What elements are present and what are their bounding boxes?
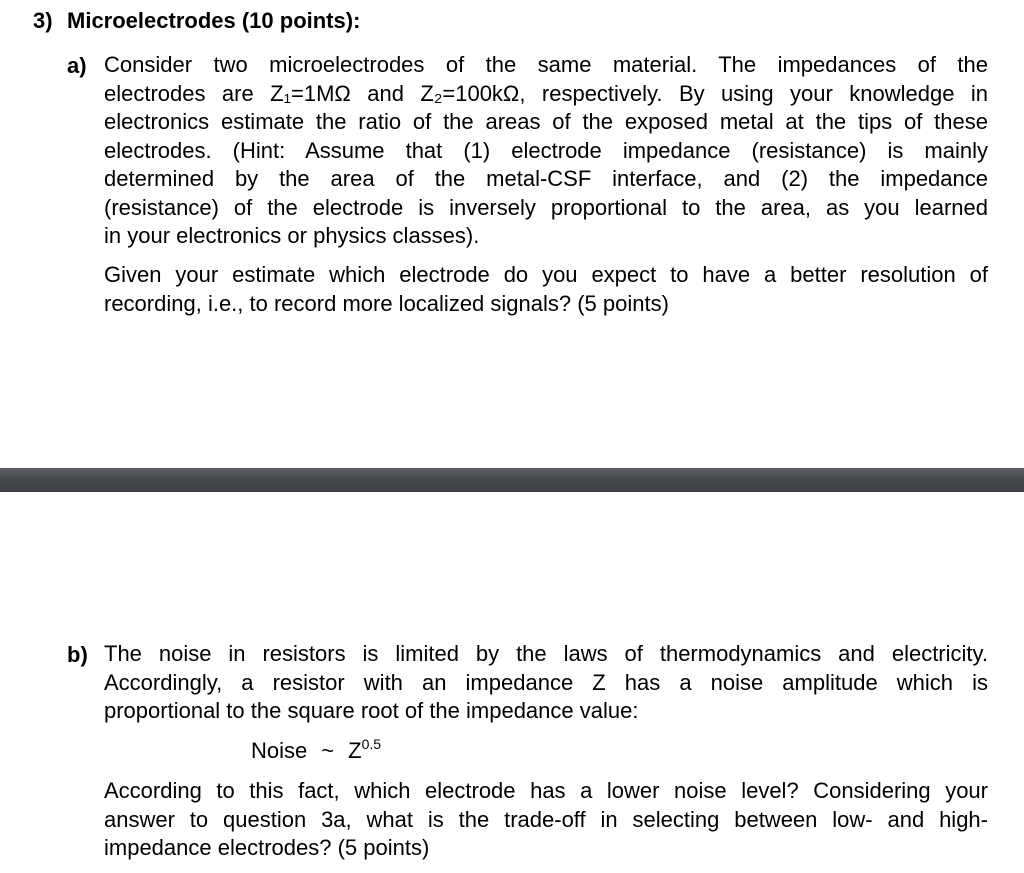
question-number: 3) xyxy=(33,8,53,33)
part-a-label: a) xyxy=(67,53,87,78)
text-line: (resistance) of the electrode is inversely proportional to the area, as you learned xyxy=(104,194,988,220)
text-line: According to this fact, which electrode has a lower noise level? Considering your xyxy=(104,778,988,803)
text-line: answer to question 3a, what is the trade-off in selecting between low- and high- xyxy=(104,806,988,832)
part-a-paragraph-2 xyxy=(104,261,988,318)
text-line: The noise in resistors is limited by the laws of thermodynamics and electricity. xyxy=(104,641,988,666)
formula-lhs: Noise xyxy=(251,738,308,763)
text-line: determined by the area of the metal-CSF interface, and (2) the impedance xyxy=(104,166,988,191)
text-line: impedance electrodes? (5 points) xyxy=(104,835,430,860)
page-divider xyxy=(0,468,1024,492)
part-b-label: b) xyxy=(67,642,88,667)
part-b-paragraph-1 xyxy=(104,640,988,726)
formula-relation: ~ xyxy=(321,738,335,763)
noise-formula xyxy=(251,736,381,764)
text-line: electrodes are Z₁=1MΩ and Z₂=100kΩ, respectively. By using your knowledge in xyxy=(104,80,988,106)
part-a-paragraph-1 xyxy=(104,51,988,251)
text-line: electrodes. (Hint: Assume that (1) electrode impedance (resistance) is mainly xyxy=(104,137,988,163)
formula-exponent: 0.5 xyxy=(361,736,382,752)
text-line: Accordingly, a resistor with an impedance Z has a noise amplitude which is xyxy=(104,669,988,695)
text-line: in your electronics or physics classes). xyxy=(104,223,480,248)
text-line: proportional to the square root of the impedance value: xyxy=(104,698,639,723)
text-line: recording, i.e., to record more localized signals? (5 points) xyxy=(104,290,669,316)
text-line: Given your estimate which electrode do you expect to have a better resolution of xyxy=(104,262,988,287)
question-heading xyxy=(33,8,360,34)
formula-base: Z xyxy=(348,738,362,763)
text-line: electronics estimate the ratio of the areas of the exposed metal at the tips of these xyxy=(104,109,988,134)
text-line: Consider two microelectrodes of the same material. The impedances of the xyxy=(104,52,988,77)
part-b-paragraph-2 xyxy=(104,777,988,863)
question-title: Microelectrodes (10 points): xyxy=(67,8,361,33)
